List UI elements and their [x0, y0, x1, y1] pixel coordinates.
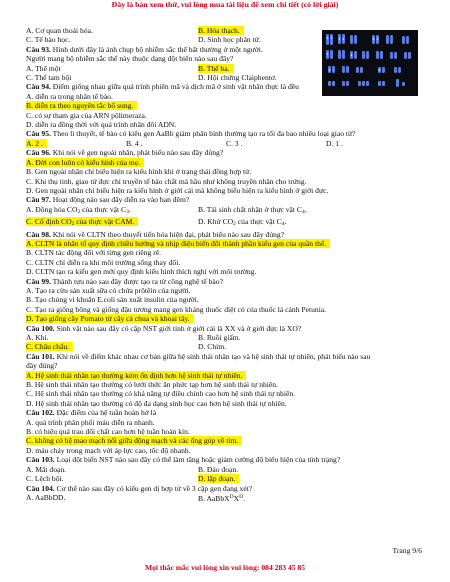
q97-stem: Câu 97. Hoạt động nào sau đây diễn ra vào ban đêm? — [26, 195, 190, 205]
q98-option-c: C. CLTN chỉ diễn ra khi môi trường sống thay đổi. — [26, 257, 181, 267]
q104-row-ab — [26, 493, 430, 503]
q93-stem: Câu 93. Hình dưới đây là ảnh chụp bộ nhiễm sắc thể bất thường ở một người. — [26, 44, 263, 54]
q100-option-b: B. Ruồi giấm. — [198, 333, 241, 342]
q97-option-b: B. Tái sinh chất nhận ở thực vật C4. — [198, 204, 307, 215]
page-content — [26, 26, 430, 503]
q95-option-a: A. 2 . — [26, 139, 47, 148]
q97-row-cd — [26, 217, 430, 229]
q92-option-c: C. Tế bào học. — [26, 35, 71, 45]
q93-option-c: C. Thể tam bội — [26, 73, 72, 83]
q97-option-a: A. Đồng hóa CO2 của thực vật C3. — [26, 204, 131, 215]
karyotype-image — [322, 30, 418, 96]
q92-option-a: A. Cơ quan thoái hóa. — [26, 26, 93, 35]
karyotype-icon — [322, 30, 418, 96]
q103-stem: Câu 103. Loại đột biến NST nào sau đây có thể làm tăng hoặc giảm cường độ biểu hiện của tính trạng? — [26, 455, 341, 465]
q98-stem: Câu 98. Khi nói về CLTN theo thuyết tiến hóa hiện đại, phát biểu nào sau đây đúng? — [26, 229, 285, 239]
q95-option-d: D. 1 . — [326, 138, 343, 148]
q95-stem: Câu 95. Theo lí thuyết, tế bào có kiểu gen AaBb giảm phân bình thường tạo ra tối đa bao nhiêu loại giao tử? — [26, 129, 356, 139]
q101-stem: Câu 101. Khi nói về điểm khác nhau cơ bản giữa hệ sinh thái nhân tạo và hệ sinh thái tự nhiên, phát biểu nào sau — [26, 351, 371, 361]
q100-stem: Câu 100. Sinh vật nào sau đây có cặp NST giới tính ở giới cái là XX và ở giới đực là XO? — [26, 323, 302, 333]
q97-row-ab — [26, 205, 430, 217]
q98-option-b: B. CLTN tác động đối với từng gen riêng rẽ. — [26, 248, 162, 258]
q99-option-b: B. Tạo chủng vi khuẩn E.coli sản xuất insulin của người. — [26, 295, 199, 305]
q95-option-c: C. 3 . — [226, 138, 243, 148]
q93-option-b: B. Thể ba. — [198, 64, 234, 73]
q96-option-d: D. Gen ngoài nhân chỉ biểu hiện ra kiểu hình ở giới cái mà không biểu hiện ra kiểu hình ở giới đực. — [26, 185, 329, 195]
q104-option-a: A. AaBbDD. — [26, 492, 66, 502]
top-banner: Đây là bản xem thử, vui lòng mua tài liệu để xem chi tiết (có lời giải) — [111, 0, 339, 9]
q95-option-b: B. 4 . — [126, 138, 143, 148]
q93-stem-2: Người mang bộ nhiễm sắc thể này thuộc dạng đột biến nào sau đây? — [26, 54, 234, 64]
q99-option-a: A. Tạo ra cừu sản xuất sữa có chứa prôtêin của người. — [26, 285, 191, 295]
q96-option-b: B. Gen ngoài nhân chỉ biểu hiện ra kiểu hình khi ở trạng thái đồng hợp tử. — [26, 167, 252, 177]
q101-option-b: B. Hệ sinh thái nhân tạo thường có lưới thức ăn phức tạp hơn hệ sinh thái tự nhiên. — [26, 380, 278, 390]
q102-option-b: B. có hiệu quả trao đổi chất cao hơn hệ tuần hoàn kín. — [26, 427, 190, 437]
q102-stem: Câu 102. Đặc điểm của hệ tuần hoàn hở là — [26, 408, 157, 418]
q93-option-d: D. Hội chứng Claiphentơ. — [198, 73, 277, 83]
q94-stem: Câu 94. Điểm giống nhau giữa quá trình phiên mã và dịch mã ở sinh vật nhân thực là đều — [26, 82, 299, 92]
q100-row-ab — [26, 333, 430, 342]
q97-option-c: C. Cố định CO2 của thực vật CAM. — [26, 217, 138, 226]
q103-option-b: B. Đảo đoạn. — [198, 464, 239, 474]
bottom-banner: Mọi thắc mắc vui lòng xin vui lòng: 084 283 45 85 — [144, 563, 306, 572]
q102-option-a: A. quá trình phân phối máu diễn ra nhanh. — [26, 417, 155, 427]
q103-option-c: C. Lệch bội. — [26, 474, 64, 484]
q95-options — [26, 139, 430, 148]
q94-option-a: A. diễn ra trong nhân tế bào. — [26, 91, 113, 101]
q92-option-b: B. Hóa thạch. — [198, 26, 244, 35]
q99-stem: Câu 99. Thành tựu nào sau đây được tạo ra từ công nghệ tế bào? — [26, 276, 223, 286]
q103-row-cd — [26, 474, 430, 483]
q102-option-d: D. máu chảy trong mạch với áp lực cao, tốc độ nhanh. — [26, 445, 191, 455]
q101-option-d: D. Hệ sinh thái nhân tạo thường có độ đa dạng sinh học cao hơn hệ sinh thái tự nhiên. — [26, 398, 287, 408]
q96-option-a: A. Đời con luôn có kiểu hình của mẹ. — [26, 158, 144, 167]
q97-option-d: D. Khử CO2 của thực vật C4. — [198, 217, 287, 228]
q100-option-a: A. Khỉ. — [26, 333, 49, 342]
q100-option-d: D. Chim. — [198, 342, 227, 352]
q99-option-d: D. Tạo giống cây Pomato từ cây cà chua và khoai tây. — [26, 314, 194, 323]
q98-option-d: D. CLTN tạo ra kiểu gen mới quy định kiểu hình thích nghi với môi trường. — [26, 267, 257, 277]
q93-option-a: A. Thể một — [26, 63, 61, 73]
q96-option-c: C. Khi thụ tinh, giao tử đực chỉ truyền tế bào chất mà hầu như không truyền nhân cho trứng. — [26, 176, 307, 186]
q96-stem: Câu 96. Khi nói về gen ngoài nhân, phát biểu nào sau đây đúng? — [26, 148, 224, 158]
q94-option-c: C. có sự tham gia của ARN pôlimeraza. — [26, 110, 147, 120]
q104-option-b: B. $AaBbX^DX^D$. — [198, 493, 246, 503]
q100-row-cd — [26, 342, 430, 351]
q99-option-c: C. Tạo ra giống bông và giống đậu tương mang gen kháng thuốc diệt cỏ của thuốc lá cảnh Petunia. — [26, 304, 327, 314]
q92-option-d: D. Sinh học phân tử. — [198, 35, 261, 45]
q94-option-b: B. diễn ra theo nguyên tắc bổ sung. — [26, 101, 137, 110]
q101-stem-2: đây đúng? — [26, 361, 58, 371]
q103-option-d: D. lặp đoạn. — [198, 474, 239, 483]
q103-row-ab — [26, 465, 430, 474]
q100-option-c: C. Châu chấu. — [26, 342, 73, 351]
q98-option-a: A. CLTN là nhân tố quy định chiều hướng và nhịp điệu biến đổi thành phần kiểu gen của quần thể. — [26, 239, 330, 248]
page-number: Trang 9/6 — [392, 546, 422, 555]
q102-option-c: C. không có hệ mao mạch nối giữa động mạch và các ống góp về tim. — [26, 436, 242, 445]
q94-option-d: D. diễn ra đồng thời với quá trình nhân đôi ADN. — [26, 120, 177, 130]
q101-option-c: C. Hệ sinh thái nhân tạo thường có khả năng tự điều chỉnh cao hơn hệ sinh thái tự nhiên. — [26, 389, 296, 399]
q101-option-a: A. Hệ sinh thái nhân tạo thường kém ổn định hơn hệ sinh thái tự nhiên. — [26, 371, 246, 380]
q104-stem: Câu 104. Cơ thể nào sau đây có kiểu gen dị hợp tử về 3 cặp gen đang xét? — [26, 483, 253, 493]
q103-option-a: A. Mất đoạn. — [26, 464, 67, 474]
